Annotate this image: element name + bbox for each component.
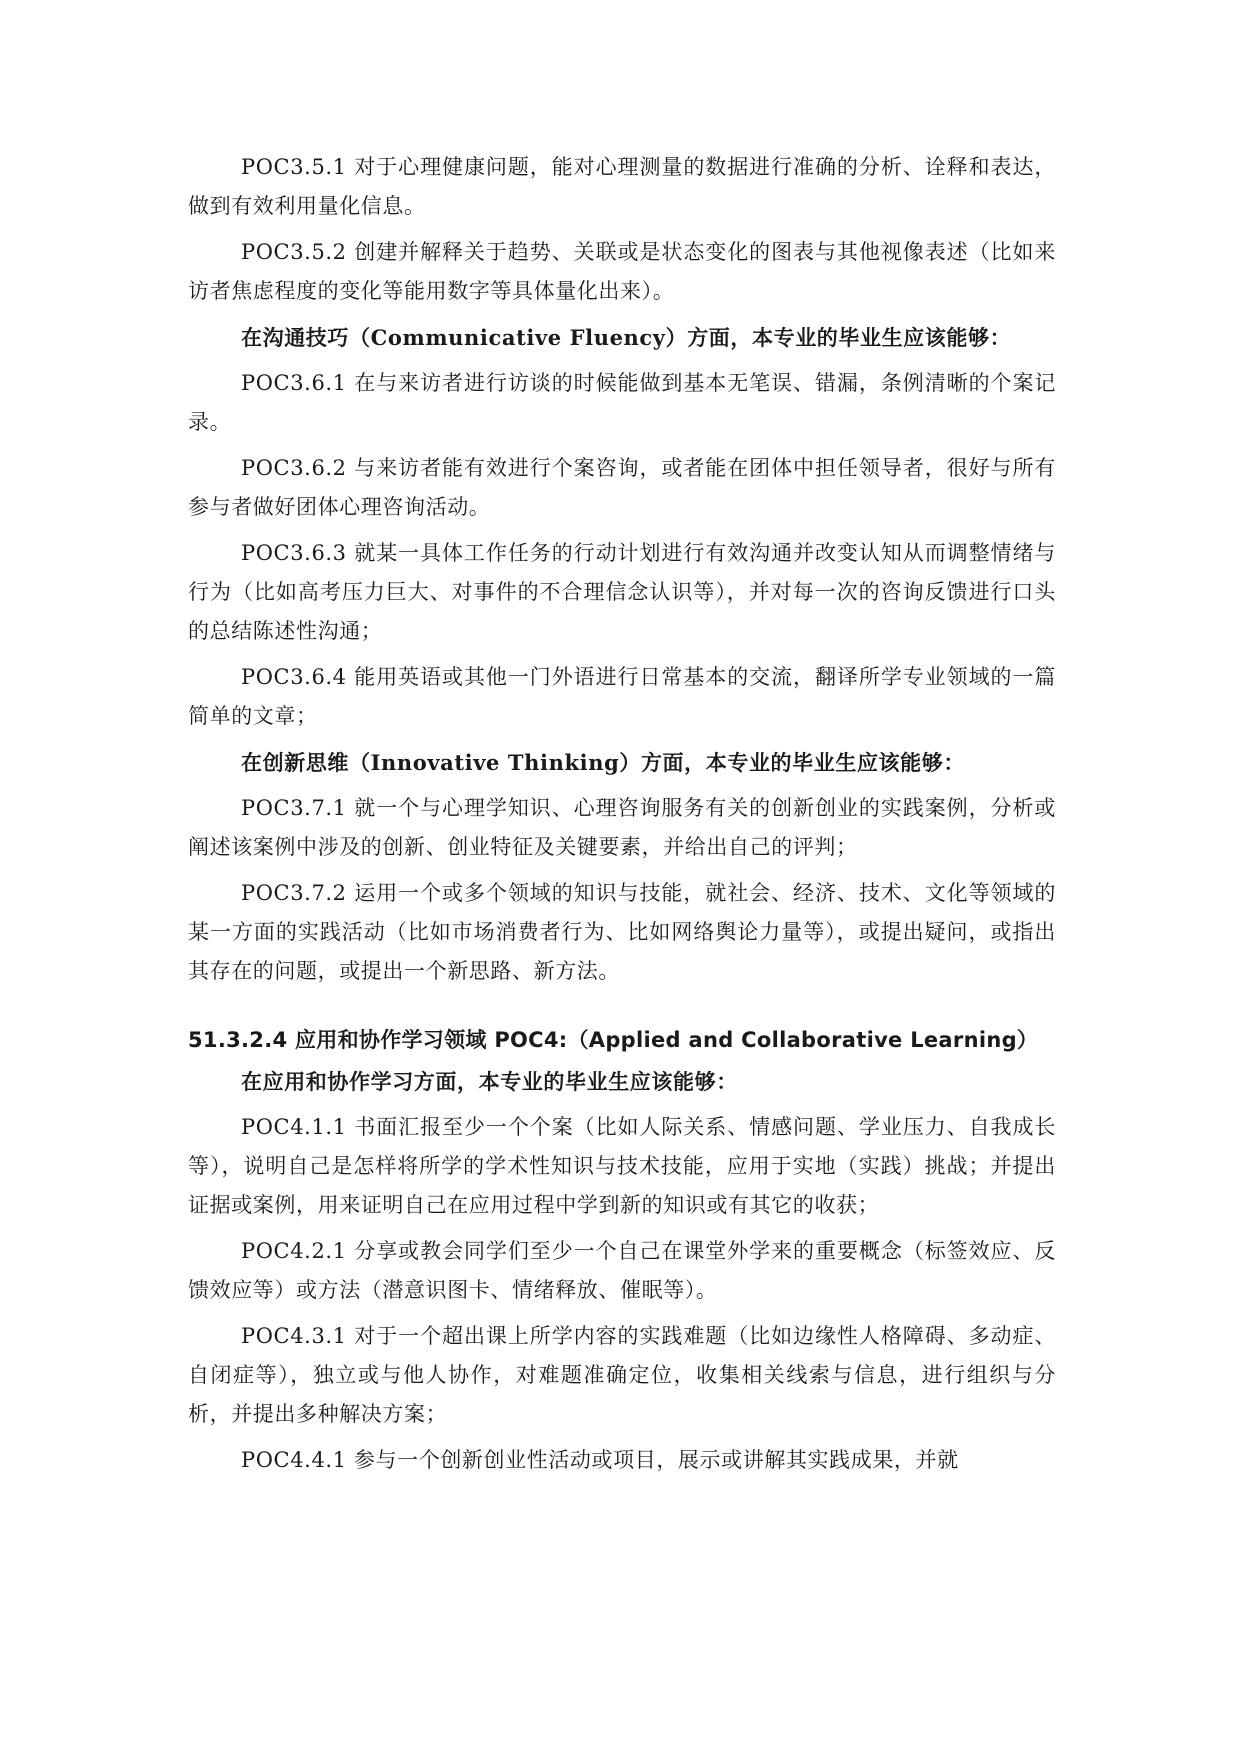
paragraph-poc3-6-2: POC3.6.2 与来访者能有效进行个案咨询，或者能在团体中担任领导者，很好与所有参与者做好团体心理咨询活动。 <box>188 456 1056 519</box>
paragraph-poc3-5-2: POC3.5.2 创建并解释关于趋势、关联或是状态变化的图表与其他视像表述（比如来访者焦虑程度的变化等能用数字等具体量化出来）。 <box>188 240 1056 303</box>
paragraph-poc3-7-1: POC3.7.1 就一个与心理学知识、心理咨询服务有关的创新创业的实践案例，分析或阐述该案例中涉及的创新、创业特征及关键要素，并给出自己的评判； <box>188 796 1056 859</box>
subheading-communicative-fluency: 在沟通技巧（Communicative Fluency）方面，本专业的毕业生应该能够： <box>241 325 1012 350</box>
paragraph-poc4-2-1: POC4.2.1 分享或教会同学们至少一个自己在课堂外学来的重要概念（标签效应、反馈效应等）或方法（潜意识图卡、情绪释放、催眠等）。 <box>188 1239 1056 1302</box>
subheading-applied-learning: 在应用和协作学习方面，本专业的毕业生应该能够： <box>241 1069 738 1094</box>
paragraph-poc4-4-1: POC4.4.1 参与一个创新创业性活动或项目，展示或讲解其实践成果，并就 <box>241 1448 959 1472</box>
paragraph-poc4-1-1: POC4.1.1 书面汇报至少一个个案（比如人际关系、情感问题、学业压力、自我成长等），说明自己是怎样将所学的学术性知识与技术技能，应用于实地（实践）挑战；并提出证据或案例，用来证明自己在应用过程中学到新的知识或有其它的收获； <box>188 1115 1056 1217</box>
paragraph-poc4-3-1: POC4.3.1 对于一个超出课上所学内容的实践难题（比如边缘性人格障碍、多动症、自闭症等），独立或与他人协作，对难题准确定位，收集相关线索与信息，进行组织与分析，并提出多种解决方案； <box>188 1324 1056 1426</box>
paragraph-poc3-5-1: POC3.5.1 对于心理健康问题，能对心理测量的数据进行准确的分析、诠释和表达，做到有效利用量化信息。 <box>188 155 1056 218</box>
paragraph-poc3-6-3: POC3.6.3 就某一具体工作任务的行动计划进行有效沟通并改变认知从而调整情绪与行为（比如高考压力巨大、对事件的不合理信念认识等），并对每一次的咨询反馈进行口头的总结陈述性沟通； <box>188 541 1056 643</box>
section-title-poc4: 51.3.2.4 应用和协作学习领域 POC4:（Applied and Collaborative Learning） <box>188 1028 1039 1052</box>
subheading-innovative-thinking: 在创新思维（Innovative Thinking）方面，本专业的毕业生应该能够： <box>241 750 965 775</box>
paragraph-poc3-7-2: POC3.7.2 运用一个或多个领域的知识与技能，就社会、经济、技术、文化等领域的某一方面的实践活动（比如市场消费者行为、比如网络舆论力量等），或提出疑问，或指出其存在的问题，或提出一个新思路、新方法。 <box>188 881 1056 983</box>
document-body <box>188 148 1056 1487</box>
paragraph-poc3-6-4: POC3.6.4 能用英语或其他一门外语进行日常基本的交流，翻译所学专业领域的一篇简单的文章； <box>188 665 1056 728</box>
paragraph-poc3-6-1: POC3.6.1 在与来访者进行访谈的时候能做到基本无笔误、错漏，条例清晰的个案记录。 <box>188 371 1056 434</box>
